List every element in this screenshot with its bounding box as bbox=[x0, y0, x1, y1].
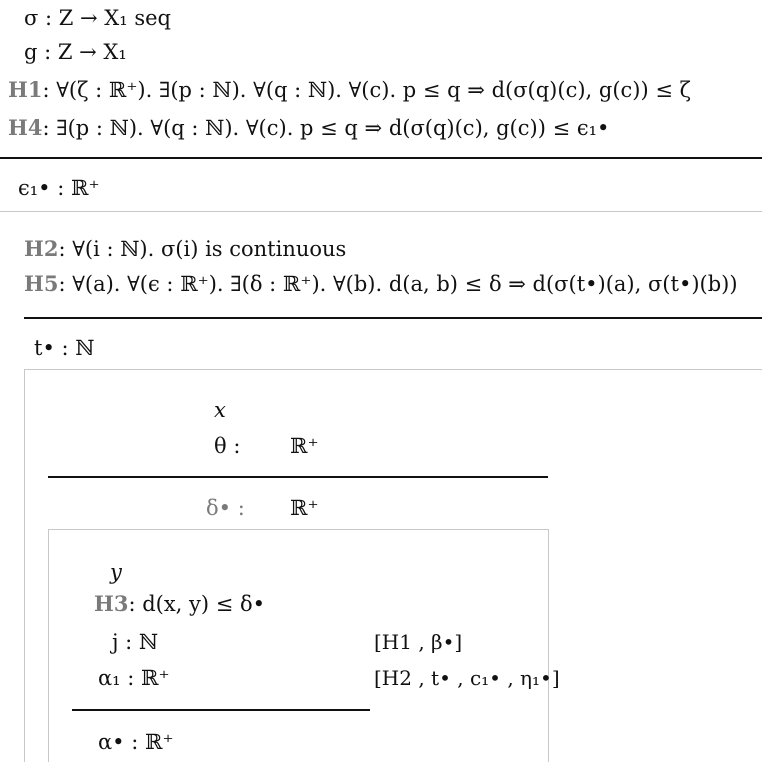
h3-label: H3 bbox=[94, 591, 129, 616]
j-hint[interactable]: [H1 , β•] bbox=[374, 630, 463, 654]
h4-text: : ∃(p : ℕ). ∀(q : ℕ). ∀(c). p ≤ q ⇒ d(σ(q)(c), g(c)) ≤ ϵ₁• bbox=[42, 116, 610, 140]
hypothesis-h1 bbox=[8, 76, 691, 104]
middle-rule bbox=[24, 317, 762, 319]
alpha1-hint[interactable]: [H2 , t• , c₁• , η₁•] bbox=[374, 666, 560, 690]
h5-text: : ∀(a). ∀(ϵ : ℝ⁺). ∃(δ : ℝ⁺). ∀(b). d(a, b) ≤ δ ⇒ d(σ(t•)(a), σ(t•)(b)) bbox=[58, 272, 738, 296]
delta-type: ℝ⁺ bbox=[290, 496, 319, 520]
h3-text: : d(x, y) ≤ δ• bbox=[128, 592, 266, 616]
h1-label: H1 bbox=[8, 77, 43, 102]
top-rule bbox=[0, 157, 762, 159]
g-declaration: g : Z → X₁ bbox=[24, 40, 127, 64]
x-variable: x bbox=[214, 398, 226, 422]
theta-type: ℝ⁺ bbox=[290, 434, 319, 458]
t-goal: t• : ℕ bbox=[34, 336, 95, 360]
alpha-goal: α• : ℝ⁺ bbox=[98, 730, 174, 754]
hypothesis-h5 bbox=[24, 270, 738, 298]
hypothesis-h3 bbox=[94, 590, 265, 618]
hypothesis-h2 bbox=[24, 235, 346, 263]
hypothesis-h4 bbox=[8, 114, 609, 142]
h5-label: H5 bbox=[24, 271, 59, 296]
epsilon-goal: ϵ₁• : ℝ⁺ bbox=[18, 176, 100, 200]
innermost-rule bbox=[72, 709, 370, 711]
y-variable: y bbox=[110, 560, 122, 584]
h2-label: H2 bbox=[24, 236, 59, 261]
inner-rule bbox=[48, 476, 548, 478]
h2-text: : ∀(i : ℕ). σ(i) is continuous bbox=[58, 237, 347, 261]
j-declaration: j : ℕ bbox=[112, 630, 159, 654]
theta-label: θ : bbox=[214, 434, 241, 458]
h4-label: H4 bbox=[8, 115, 43, 140]
sigma-declaration: σ : Z → X₁ seq bbox=[24, 6, 171, 30]
h1-text: : ∀(ζ : ℝ⁺). ∃(p : ℕ). ∀(q : ℕ). ∀(c). p ≤ q ⇒ d(σ(q)(c), g(c)) ≤ ζ bbox=[42, 78, 691, 102]
alpha1-declaration: α₁ : ℝ⁺ bbox=[98, 666, 170, 690]
epsilon-divider bbox=[0, 211, 762, 212]
delta-label: δ• : bbox=[206, 496, 245, 520]
